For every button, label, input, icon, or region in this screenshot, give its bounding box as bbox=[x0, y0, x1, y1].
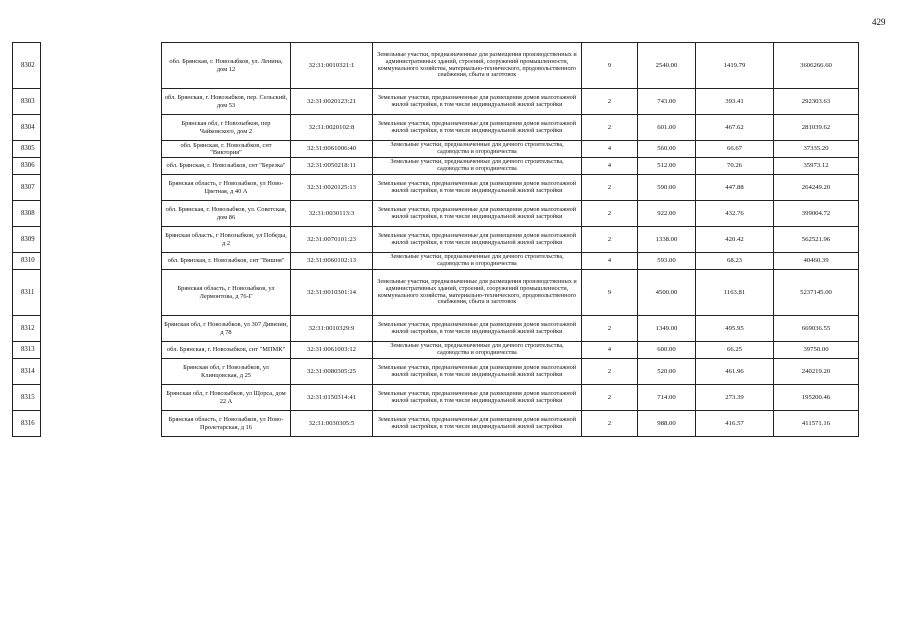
cadastral-number-cell: 32:31:0010301:14 bbox=[291, 270, 373, 316]
land-use-cell: Земельные участки, предназначенные для размещения производственных и административных зданий, строений, сооружений промышленности, коммунального хозяйства, материально-технического, продовольственного снабжения, сбыта и заготовок bbox=[373, 270, 582, 316]
row-number: 8306 bbox=[13, 158, 41, 175]
area-cell: 922.00 bbox=[638, 201, 696, 227]
table-row bbox=[13, 342, 859, 359]
land-use-cell: Земельные участки, предназначенные для дачного строительства, садоводства и огородничества bbox=[373, 141, 582, 158]
area-cell: 988.00 bbox=[638, 411, 696, 437]
table-row bbox=[13, 385, 859, 411]
table-row bbox=[13, 89, 859, 115]
cadastral-cost-cell: 281039.62 bbox=[774, 115, 859, 141]
area-cell: 714.00 bbox=[638, 385, 696, 411]
row-number: 8315 bbox=[13, 385, 41, 411]
cadastral-cost-cell: 669036.55 bbox=[774, 316, 859, 342]
zone-cell: 2 bbox=[582, 359, 638, 385]
spacer-cell bbox=[41, 141, 162, 158]
area-cell: 600.00 bbox=[638, 342, 696, 359]
row-number: 8308 bbox=[13, 201, 41, 227]
zone-cell: 2 bbox=[582, 411, 638, 437]
spacer-cell bbox=[41, 43, 162, 89]
specific-value-cell: 68.23 bbox=[696, 253, 774, 270]
spacer-cell bbox=[41, 359, 162, 385]
cadastral-number-cell: 32:31:0150314:41 bbox=[291, 385, 373, 411]
spacer-cell bbox=[41, 175, 162, 201]
cadastral-cost-cell: 411571.16 bbox=[774, 411, 859, 437]
row-number: 8304 bbox=[13, 115, 41, 141]
address-cell: Брянская область, г Новозыбков, ул Ново-Цветная, д 40 А bbox=[162, 175, 291, 201]
address-cell: обл. Брянская, г. Новозыбков, снт "Вишня" bbox=[162, 253, 291, 270]
table-row bbox=[13, 158, 859, 175]
row-number: 8316 bbox=[13, 411, 41, 437]
table-row bbox=[13, 227, 859, 253]
cadastral-cost-cell: 399004.72 bbox=[774, 201, 859, 227]
cadastral-number-cell: 32:31:0030305:5 bbox=[291, 411, 373, 437]
zone-cell: 2 bbox=[582, 227, 638, 253]
spacer-cell bbox=[41, 227, 162, 253]
land-use-cell: Земельные участки, предназначенные для дачного строительства, садоводства и огородничества bbox=[373, 158, 582, 175]
cadastral-number-cell: 32:31:0080305:25 bbox=[291, 359, 373, 385]
address-cell: обл. Брянская, г. Новозыбков, снт "Виктория" bbox=[162, 141, 291, 158]
spacer-cell bbox=[41, 270, 162, 316]
land-use-cell: Земельные участки, предназначенные для размещения домов малоэтажной жилой застройки, в том числе индивидуальной жилой застройки bbox=[373, 359, 582, 385]
land-use-cell: Земельные участки, предназначенные для размещения домов малоэтажной жилой застройки, в том числе индивидуальной жилой застройки bbox=[373, 227, 582, 253]
cadastral-cost-cell: 195200.46 bbox=[774, 385, 859, 411]
area-cell: 743.00 bbox=[638, 89, 696, 115]
row-number: 8309 bbox=[13, 227, 41, 253]
address-cell: обл. Брянская, г. Новозыбков, ул. Советская, дом 86 bbox=[162, 201, 291, 227]
cadastral-cost-cell: 240219.20 bbox=[774, 359, 859, 385]
cadastral-cost-cell: 562521.96 bbox=[774, 227, 859, 253]
address-cell: Брянская обл, г Новозыбков, ул Клинцовская, д 25 bbox=[162, 359, 291, 385]
cadastral-cost-cell: 5237145.00 bbox=[774, 270, 859, 316]
zone-cell: 4 bbox=[582, 342, 638, 359]
address-cell: Брянская обл, г Новозыбков, ул Щорса, дом 22 А bbox=[162, 385, 291, 411]
area-cell: 520.00 bbox=[638, 359, 696, 385]
land-use-cell: Земельные участки, предназначенные для размещения домов малоэтажной жилой застройки, в том числе индивидуальной жилой застройки bbox=[373, 316, 582, 342]
cadastral-cost-cell: 292303.63 bbox=[774, 89, 859, 115]
page-number: 429 bbox=[872, 17, 886, 27]
row-number: 8310 bbox=[13, 253, 41, 270]
specific-value-cell: 393.41 bbox=[696, 89, 774, 115]
land-use-cell: Земельные участки, предназначенные для дачного строительства, садоводства и огородничества bbox=[373, 342, 582, 359]
spacer-cell bbox=[41, 316, 162, 342]
zone-cell: 2 bbox=[582, 175, 638, 201]
cadastral-cost-cell: 264249.20 bbox=[774, 175, 859, 201]
zone-cell: 2 bbox=[582, 89, 638, 115]
address-cell: Брянская обл, г Новозыбков, пер Чайковского, дом 2 bbox=[162, 115, 291, 141]
spacer-cell bbox=[41, 115, 162, 141]
table-row bbox=[13, 270, 859, 316]
table-row bbox=[13, 43, 859, 89]
table-row bbox=[13, 316, 859, 342]
spacer-cell bbox=[41, 342, 162, 359]
table-row bbox=[13, 201, 859, 227]
cadastral-number-cell: 32:31:0050218:11 bbox=[291, 158, 373, 175]
land-use-cell: Земельные участки, предназначенные для размещения домов малоэтажной жилой застройки, в том числе индивидуальной жилой застройки bbox=[373, 201, 582, 227]
specific-value-cell: 447.88 bbox=[696, 175, 774, 201]
spacer-cell bbox=[41, 201, 162, 227]
zone-cell: 9 bbox=[582, 43, 638, 89]
zone-cell: 4 bbox=[582, 253, 638, 270]
spacer-cell bbox=[41, 385, 162, 411]
land-use-cell: Земельные участки, предназначенные для размещения домов малоэтажной жилой застройки, в том числе индивидуальной жилой застройки bbox=[373, 89, 582, 115]
zone-cell: 2 bbox=[582, 316, 638, 342]
area-cell: 601.00 bbox=[638, 115, 696, 141]
specific-value-cell: 66.25 bbox=[696, 342, 774, 359]
spacer-cell bbox=[41, 158, 162, 175]
address-cell: обл. Брянская, г. Новозыбков, пер. Сельский, дом 53 bbox=[162, 89, 291, 115]
row-number: 8311 bbox=[13, 270, 41, 316]
specific-value-cell: 416.57 bbox=[696, 411, 774, 437]
cadastral-number-cell: 32:31:0010321:1 bbox=[291, 43, 373, 89]
table-row bbox=[13, 253, 859, 270]
cadastral-number-cell: 32:31:0060102:13 bbox=[291, 253, 373, 270]
cadastral-number-cell: 32:31:0010329:9 bbox=[291, 316, 373, 342]
area-cell: 4500.00 bbox=[638, 270, 696, 316]
address-cell: Брянская область, г Новозыбков, ул Лермонтова, д 76-Г bbox=[162, 270, 291, 316]
row-number: 8314 bbox=[13, 359, 41, 385]
row-number: 8303 bbox=[13, 89, 41, 115]
cadastral-value-table bbox=[12, 42, 859, 437]
row-number: 8307 bbox=[13, 175, 41, 201]
cadastral-number-cell: 32:31:0061003:12 bbox=[291, 342, 373, 359]
area-cell: 590.00 bbox=[638, 175, 696, 201]
land-use-cell: Земельные участки, предназначенные для размещения домов малоэтажной жилой застройки, в том числе индивидуальной жилой застройки bbox=[373, 385, 582, 411]
land-use-cell: Земельные участки, предназначенные для размещения домов малоэтажной жилой застройки, в том числе индивидуальной жилой застройки bbox=[373, 115, 582, 141]
area-cell: 1338.00 bbox=[638, 227, 696, 253]
specific-value-cell: 495.95 bbox=[696, 316, 774, 342]
zone-cell: 2 bbox=[582, 201, 638, 227]
zone-cell: 4 bbox=[582, 141, 638, 158]
table-row bbox=[13, 141, 859, 158]
cadastral-number-cell: 32:31:0020125:13 bbox=[291, 175, 373, 201]
table-row bbox=[13, 411, 859, 437]
land-use-cell: Земельные участки, предназначенные для размещения производственных и административных зданий, строений, сооружений промышленности, коммунального хозяйства, материально-технического, продовольственного снабжения, сбыта и заготовок bbox=[373, 43, 582, 89]
table-row bbox=[13, 175, 859, 201]
row-number: 8312 bbox=[13, 316, 41, 342]
table-body bbox=[13, 43, 859, 437]
land-use-cell: Земельные участки, предназначенные для размещения домов малоэтажной жилой застройки, в том числе индивидуальной жилой застройки bbox=[373, 175, 582, 201]
specific-value-cell: 1419.79 bbox=[696, 43, 774, 89]
area-cell: 1349.00 bbox=[638, 316, 696, 342]
spacer-cell bbox=[41, 89, 162, 115]
cadastral-number-cell: 32:31:0020102:8 bbox=[291, 115, 373, 141]
specific-value-cell: 420.42 bbox=[696, 227, 774, 253]
address-cell: обл. Брянская, г. Новозыбков, ул. Ленина, дом 12 bbox=[162, 43, 291, 89]
area-cell: 2540.00 bbox=[638, 43, 696, 89]
address-cell: обл. Брянская, г. Новозыбков, снт "МПМК" bbox=[162, 342, 291, 359]
specific-value-cell: 467.62 bbox=[696, 115, 774, 141]
cadastral-number-cell: 32:31:0061006:40 bbox=[291, 141, 373, 158]
zone-cell: 9 bbox=[582, 270, 638, 316]
specific-value-cell: 66.67 bbox=[696, 141, 774, 158]
address-cell: Брянская область, г Новозыбков, ул Победы, д 2 bbox=[162, 227, 291, 253]
spacer-cell bbox=[41, 253, 162, 270]
land-use-cell: Земельные участки, предназначенные для дачного строительства, садоводства и огородничества bbox=[373, 253, 582, 270]
address-cell: Брянская обл, г Новозыбков, ул 307 Дивизии, д 78 bbox=[162, 316, 291, 342]
specific-value-cell: 432.76 bbox=[696, 201, 774, 227]
cadastral-number-cell: 32:31:0070101:23 bbox=[291, 227, 373, 253]
row-number: 8305 bbox=[13, 141, 41, 158]
cadastral-cost-cell: 39750.00 bbox=[774, 342, 859, 359]
table-row bbox=[13, 359, 859, 385]
table-row bbox=[13, 115, 859, 141]
zone-cell: 2 bbox=[582, 115, 638, 141]
cadastral-number-cell: 32:31:0030113:3 bbox=[291, 201, 373, 227]
row-number: 8302 bbox=[13, 43, 41, 89]
cadastral-cost-cell: 37335.20 bbox=[774, 141, 859, 158]
cadastral-cost-cell: 3606266.60 bbox=[774, 43, 859, 89]
specific-value-cell: 461.96 bbox=[696, 359, 774, 385]
zone-cell: 2 bbox=[582, 385, 638, 411]
zone-cell: 4 bbox=[582, 158, 638, 175]
specific-value-cell: 70.26 bbox=[696, 158, 774, 175]
row-number: 8313 bbox=[13, 342, 41, 359]
address-cell: Брянская область, г Новозыбков, ул Ново-Пролетарская, д 16 bbox=[162, 411, 291, 437]
specific-value-cell: 273.39 bbox=[696, 385, 774, 411]
area-cell: 593.00 bbox=[638, 253, 696, 270]
area-cell: 512.00 bbox=[638, 158, 696, 175]
address-cell: обл. Брянская, г. Новозыбков, снт "Березка" bbox=[162, 158, 291, 175]
cadastral-cost-cell: 35973.12 bbox=[774, 158, 859, 175]
cadastral-cost-cell: 40460.39 bbox=[774, 253, 859, 270]
spacer-cell bbox=[41, 411, 162, 437]
area-cell: 560.00 bbox=[638, 141, 696, 158]
land-use-cell: Земельные участки, предназначенные для размещения домов малоэтажной жилой застройки, в том числе индивидуальной жилой застройки bbox=[373, 411, 582, 437]
specific-value-cell: 1163.81 bbox=[696, 270, 774, 316]
cadastral-number-cell: 32:31:0020123:21 bbox=[291, 89, 373, 115]
